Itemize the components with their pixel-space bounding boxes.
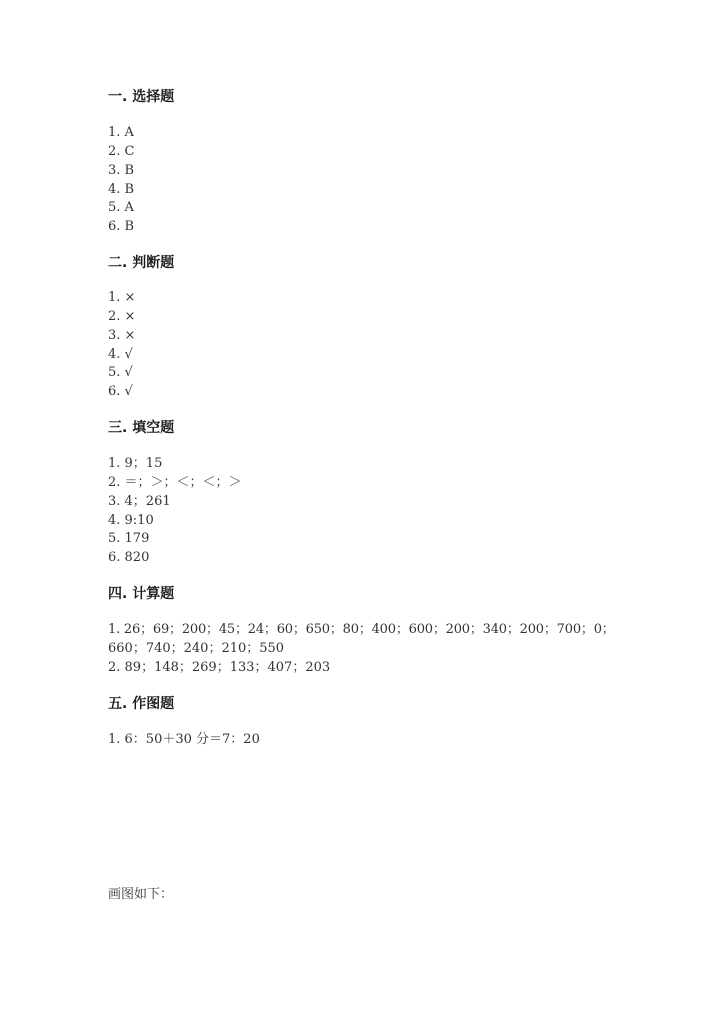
answer-line: 5. 179 — [108, 531, 150, 546]
answer-line: 1. × — [108, 290, 136, 305]
answer-line: 6. B — [108, 219, 135, 234]
answer-line: 6. 820 — [108, 550, 150, 565]
answer-line: 4. √ — [108, 347, 133, 362]
answer-line: 1. A — [108, 125, 134, 140]
section-heading-fill-in-blank: 三. 填空题 — [108, 420, 175, 436]
answer-line: 5. A — [108, 200, 134, 215]
answer-line: 3. × — [108, 328, 136, 343]
answer-line: 1. 6：50＋30 分＝7：20 — [108, 732, 260, 747]
section-heading-true-false: 二. 判断题 — [108, 255, 175, 271]
answer-line: 4. 9:10 — [108, 513, 154, 528]
answer-line: 6. √ — [108, 384, 133, 399]
answer-line: 2. C — [108, 144, 135, 159]
answer-line: 1. 26；69；200；45；24；60；650；80；400；600；200；340；200；700；0； — [108, 622, 615, 637]
answer-line: 2. ＝；＞；＜；＜；＞ — [108, 475, 242, 490]
answer-line: 660；740；240；210；550 — [108, 641, 285, 656]
drawing-note: 画图如下： — [108, 887, 174, 902]
answer-line: 3. B — [108, 163, 135, 178]
section-heading-calculation: 四. 计算题 — [108, 586, 175, 602]
answer-line: 1. 9；15 — [108, 456, 163, 471]
section-heading-drawing: 五. 作图题 — [108, 696, 175, 712]
answer-line: 2. × — [108, 309, 136, 324]
section-heading-multiple-choice: 一. 选择题 — [108, 89, 175, 105]
answer-line: 2. 89；148；269；133；407；203 — [108, 660, 331, 675]
answer-line: 3. 4；261 — [108, 494, 171, 509]
answer-line: 4. B — [108, 182, 135, 197]
answer-line: 5. √ — [108, 365, 133, 380]
